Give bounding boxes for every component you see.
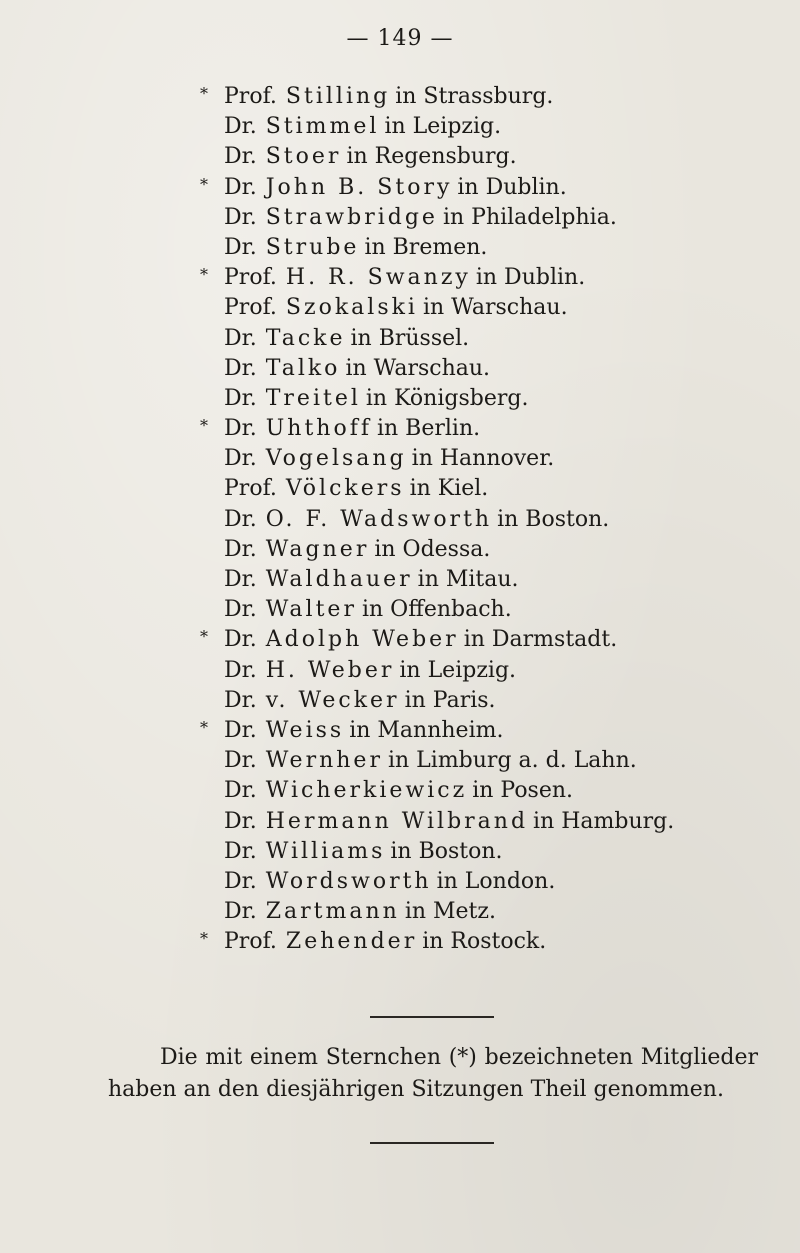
member-entry (192, 112, 674, 142)
member-name: Williams (265, 838, 386, 864)
member-entry (192, 203, 674, 233)
member-place: in Leipzig. (384, 114, 502, 140)
member-title: Prof. (224, 84, 277, 109)
member-entry (192, 656, 674, 686)
member-name: Wagner (265, 536, 370, 562)
member-entry (192, 927, 674, 957)
member-entry (192, 505, 674, 535)
member-list (192, 82, 674, 957)
member-place: in Dublin. (475, 265, 586, 291)
member-place: in Leipzig. (399, 657, 517, 683)
member-name: Stilling (285, 84, 391, 109)
member-entry (192, 716, 674, 746)
member-title: Dr. (224, 325, 257, 351)
member-name: Weiss (265, 717, 345, 743)
member-place: in London. (436, 868, 556, 894)
member-name: v. Wecker (265, 687, 400, 713)
member-title: Dr. (224, 174, 257, 200)
member-title: Dr. (224, 717, 257, 743)
member-title: Dr. (224, 567, 257, 592)
member-place: in Bremen. (364, 234, 488, 260)
member-entry (192, 535, 674, 565)
member-title: Dr. (224, 627, 257, 653)
member-place: in Offenbach. (361, 597, 512, 623)
member-title: Dr. (224, 838, 257, 864)
member-title: Dr. (224, 687, 257, 713)
member-title: Dr. (224, 808, 257, 834)
member-title: Prof. (224, 265, 277, 291)
member-title: Dr. (224, 536, 257, 562)
member-name: Strawbridge (265, 204, 438, 230)
member-place: in Warschau. (345, 355, 491, 381)
member-place: in Darmstadt. (463, 627, 618, 653)
member-name: Völckers (285, 476, 405, 502)
member-name: Walter (265, 597, 357, 623)
member-name: Wicherkiewicz (265, 778, 468, 804)
member-title: Dr. (224, 778, 257, 804)
member-entry (192, 324, 674, 354)
member-title: Dr. (224, 597, 257, 623)
member-name: O. F. Wadsworth (265, 506, 493, 532)
footnote (108, 1042, 758, 1106)
member-entry (192, 414, 674, 444)
member-entry (192, 384, 674, 414)
member-place: in Strassburg. (395, 84, 554, 109)
member-name: H. R. Swanzy (285, 265, 471, 291)
member-name: John B. Story (265, 174, 453, 200)
member-title: Prof. (224, 295, 277, 321)
member-name: Uhthoff (265, 416, 372, 442)
member-entry (192, 82, 674, 112)
member-place: in Berlin. (376, 416, 481, 442)
member-name: Zehender (285, 929, 418, 955)
member-place: in Limburg a. d. Lahn. (387, 748, 637, 774)
member-entry (192, 595, 674, 625)
member-title: Prof. (224, 476, 277, 502)
member-title: Dr. (224, 657, 257, 683)
member-place: in Rostock. (422, 929, 547, 955)
member-place: in Warschau. (422, 295, 568, 321)
member-entry (192, 746, 674, 776)
attendance-asterisk: * (200, 416, 208, 436)
member-title: Dr. (224, 114, 257, 140)
footnote-line: Die mit einem Sternchen (*) bezeichneten Mitglieder (160, 1045, 758, 1070)
member-entry (192, 293, 674, 323)
member-entry (192, 142, 674, 172)
member-name: Stimmel (265, 114, 380, 140)
member-place: in Regensburg. (346, 144, 517, 170)
member-name: Adolph Weber (265, 627, 459, 653)
member-title: Dr. (224, 748, 257, 774)
member-entry (192, 474, 674, 504)
member-entry (192, 565, 674, 595)
member-entry (192, 625, 674, 655)
member-title: Dr. (224, 446, 257, 472)
member-name: Vogelsang (265, 446, 407, 472)
attendance-asterisk: * (200, 717, 208, 737)
member-place: in Kiel. (409, 476, 489, 502)
member-place: in Mannheim. (349, 717, 504, 743)
member-place: in Metz. (404, 899, 496, 925)
member-entry (192, 897, 674, 927)
member-name: Talko (265, 355, 341, 381)
member-title: Prof. (224, 929, 277, 955)
member-name: Waldhauer (265, 567, 413, 592)
divider-rule (370, 1142, 494, 1144)
attendance-asterisk: * (200, 265, 208, 285)
member-entry (192, 173, 674, 203)
member-place: in Hamburg. (533, 808, 675, 834)
divider-rule (370, 1016, 494, 1018)
attendance-asterisk: * (200, 627, 208, 647)
member-place: in Königsberg. (365, 385, 529, 411)
member-place: in Boston. (390, 838, 503, 864)
member-title: Dr. (224, 385, 257, 411)
member-place: in Boston. (497, 506, 610, 532)
member-entry (192, 444, 674, 474)
attendance-asterisk: * (200, 84, 208, 103)
member-title: Dr. (224, 868, 257, 894)
member-name: Wernher (265, 748, 383, 774)
member-entry (192, 867, 674, 897)
attendance-asterisk: * (200, 929, 208, 949)
member-entry (192, 263, 674, 293)
member-place: in Dublin. (457, 174, 567, 200)
member-name: Zartmann (265, 899, 400, 925)
member-name: Hermann Wilbrand (265, 808, 529, 834)
member-title: Dr. (224, 899, 257, 925)
member-entry (192, 233, 674, 263)
member-place: in Philadelphia. (442, 204, 617, 230)
member-place: in Brüssel. (350, 325, 470, 351)
member-name: Tacke (265, 325, 346, 351)
member-entry (192, 354, 674, 384)
member-entry (192, 776, 674, 806)
member-title: Dr. (224, 416, 257, 442)
member-title: Dr. (224, 204, 257, 230)
attendance-asterisk: * (200, 174, 208, 194)
member-place: in Mitau. (417, 567, 519, 592)
member-name: Szokalski (285, 295, 418, 321)
member-entry (192, 837, 674, 867)
member-name: Wordsworth (265, 868, 432, 894)
footnote-line: haben an den diesjährigen Sitzungen Theil genommen. (108, 1077, 724, 1102)
member-title: Dr. (224, 144, 257, 170)
member-place: in Odessa. (374, 536, 491, 562)
member-entry (192, 686, 674, 716)
member-name: Stoer (265, 144, 342, 170)
page-number: — 149 — (346, 26, 454, 51)
member-place: in Hannover. (411, 446, 555, 472)
member-title: Dr. (224, 234, 257, 260)
member-name: Treitel (265, 385, 361, 411)
member-name: Strube (265, 234, 360, 260)
member-entry (192, 807, 674, 837)
member-title: Dr. (224, 355, 257, 381)
member-place: in Posen. (472, 778, 574, 804)
member-name: H. Weber (265, 657, 395, 683)
member-title: Dr. (224, 506, 257, 532)
member-place: in Paris. (404, 687, 496, 713)
